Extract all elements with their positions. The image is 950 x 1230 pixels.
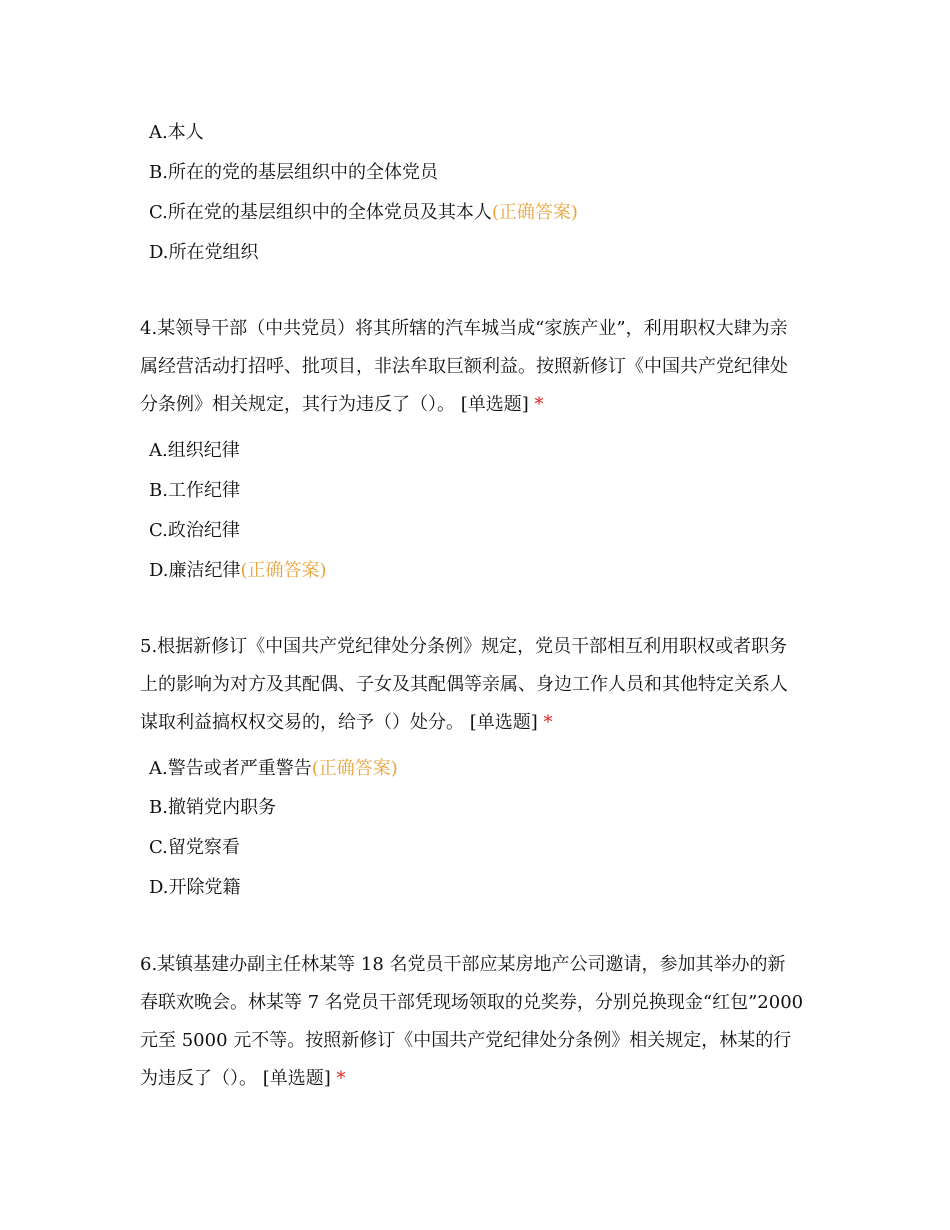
prev-option-d [149, 241, 259, 265]
question-4-line-2: 属经营活动打招呼、批项目，非法牟取巨额利益。按照新修订《中国共产党纪律处 [140, 356, 788, 377]
correct-answer-tag: (正确答案) [311, 758, 398, 779]
prev-option-c [149, 201, 578, 225]
q4-option-a [149, 439, 240, 463]
required-mark: * [534, 394, 544, 415]
correct-answer-tag: (正确答案) [240, 560, 327, 581]
option-text: C.所在党的基层组织中的全体党员及其本人 [149, 202, 492, 223]
question-6-line-1: 6.某镇基建办副主任林某等 18 名党员干部应某房地产公司邀请，参加其举办的新 [140, 954, 786, 975]
required-mark: * [336, 1068, 346, 1089]
question-5-line-1: 5.根据新修订《中国共产党纪律处分条例》规定，党员干部相互利用职权或者职务 [140, 636, 788, 657]
option-text: D.开除党籍 [149, 877, 241, 898]
question-text: 分条例》相关规定，其行为违反了（）。 [单选题] [140, 394, 535, 415]
question-6-line-4 [140, 1067, 346, 1091]
question-4-line-1: 4.某领导干部（中共党员）将其所辖的汽车城当成“家族产业”，利用职权大肆为亲 [140, 318, 788, 339]
prev-option-b [149, 161, 438, 185]
q5-option-b [149, 796, 276, 820]
option-text: D.所在党组织 [149, 242, 259, 263]
option-text: A.组织纪律 [149, 440, 240, 461]
correct-answer-tag: (正确答案) [491, 202, 578, 223]
option-text: D.廉洁纪律 [149, 560, 241, 581]
option-text: C.政治纪律 [149, 520, 240, 541]
q5-option-a [149, 757, 398, 781]
option-text: B.撤销党内职务 [149, 797, 276, 818]
option-text: B.工作纪律 [149, 480, 240, 501]
q5-option-d [149, 876, 241, 900]
question-4-line-3 [140, 393, 544, 417]
option-text: B.所在的党的基层组织中的全体党员 [149, 162, 438, 183]
q4-option-b [149, 479, 240, 503]
option-text: A.本人 [149, 122, 204, 143]
question-6-line-2: 春联欢晚会。林某等 7 名党员干部凭现场领取的兑奖券，分别兑换现金“红包”2000 [140, 992, 804, 1013]
question-5-line-2: 上的影响为对方及其配偶、子女及其配偶等亲属、身边工作人员和其他特定关系人 [140, 674, 788, 695]
prev-option-a [149, 121, 204, 145]
question-5-line-3 [140, 711, 553, 735]
q4-option-d [149, 559, 327, 583]
question-text: 谋取利益搞权权交易的，给予（）处分。 [单选题] [140, 712, 544, 733]
required-mark: * [543, 712, 553, 733]
option-text: A.警告或者严重警告 [149, 758, 312, 779]
q5-option-c [149, 836, 240, 860]
question-text: 为违反了（）。 [单选题] [140, 1068, 337, 1089]
q4-option-c [149, 519, 240, 543]
option-text: C.留党察看 [149, 837, 240, 858]
question-6-line-3: 元至 5000 元不等。按照新修订《中国共产党纪律处分条例》相关规定，林某的行 [140, 1030, 792, 1051]
